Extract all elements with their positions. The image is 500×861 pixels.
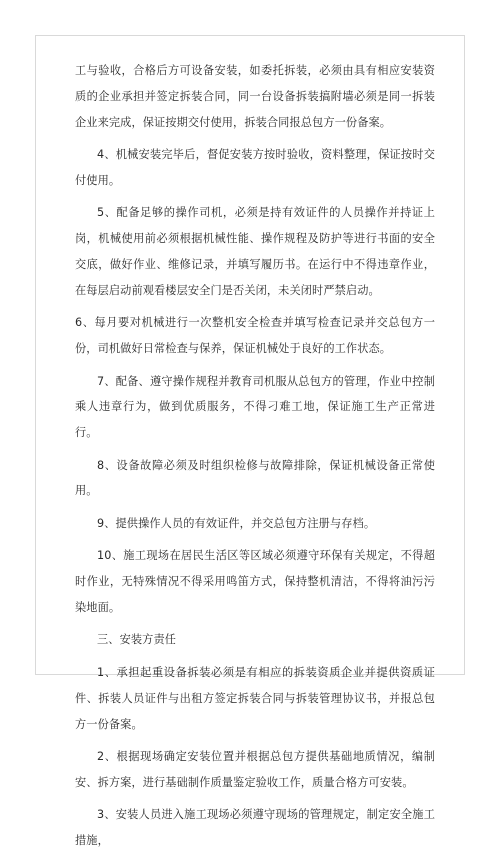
paragraph-continuation: 工与验收，合格后方可设备安装，如委托拆装，必须由具有相应安装资质的企业承担并签定拆装合同，同一台设备拆装搞附墙必须是同一拆装企业来完成，保证按期交付使用，拆装合同报总包方一份备案。	[75, 64, 435, 129]
document-body	[75, 58, 435, 861]
paragraph-item-7: 7、配备、遵守操作规程并教育司机服从总包方的管理，作业中控制乘人违章行为，做到优质服务，不得刁难工地，保证施工生产正常进行。	[75, 374, 435, 440]
paragraph-item-8: 8、设备故障必须及时组织检修与故障排除，保证机械设备正常使用。	[75, 458, 435, 498]
paragraph-item-6: 6、每月要对机械进行一次整机安全检查并填写检查记录并交总包方一份，司机做好日常检查与保养，保证机械处于良好的工作状态。	[75, 316, 435, 356]
paragraph-item-10: 10、施工现场在居民生活区等区域必须遵守环保有关规定，不得超时作业，无特殊情况不得采用鸣笛方式，保持整机清洁，不得将油污污染地面。	[75, 549, 435, 614]
paragraph-item-5: 5、配备足够的操作司机，必须是持有效证件的人员操作并持证上岗，机械使用前必须根据机械性能、操作规程及防护等进行书面的安全交底，做好作业、维修记录，并填写履历书。在运行中不得违章作业，在每层启动前观看楼层安全门是否关闭，未关闭时严禁启动。	[75, 206, 435, 297]
paragraph-item-4: 4、机械安装完毕后，督促安装方按时验收，资料整理，保证按时交付使用。	[75, 148, 435, 187]
section-heading-installer-responsibility: 三、安装方责任	[97, 633, 177, 647]
paragraph-installer-2: 2、根据现场确定安装位置并根据总包方提供基础地质情况，编制安、拆方案，进行基础制作质量鉴定验收工作，质量合格方可安装。	[75, 750, 435, 789]
paragraph-item-9: 9、提供操作人员的有效证件，并交总包方注册与存档。	[97, 516, 376, 530]
paragraph-installer-1: 1、承担起重设备拆装必须是有相应的拆装资质企业并提供资质证件、拆装人员证件与出租方签定拆装合同与拆装管理协议书，并报总包方一份备案。	[75, 665, 435, 731]
paragraph-installer-3: 3、安装人员进入施工现场必须遵守现场的管理规定，制定安全施工措施，	[75, 808, 435, 848]
